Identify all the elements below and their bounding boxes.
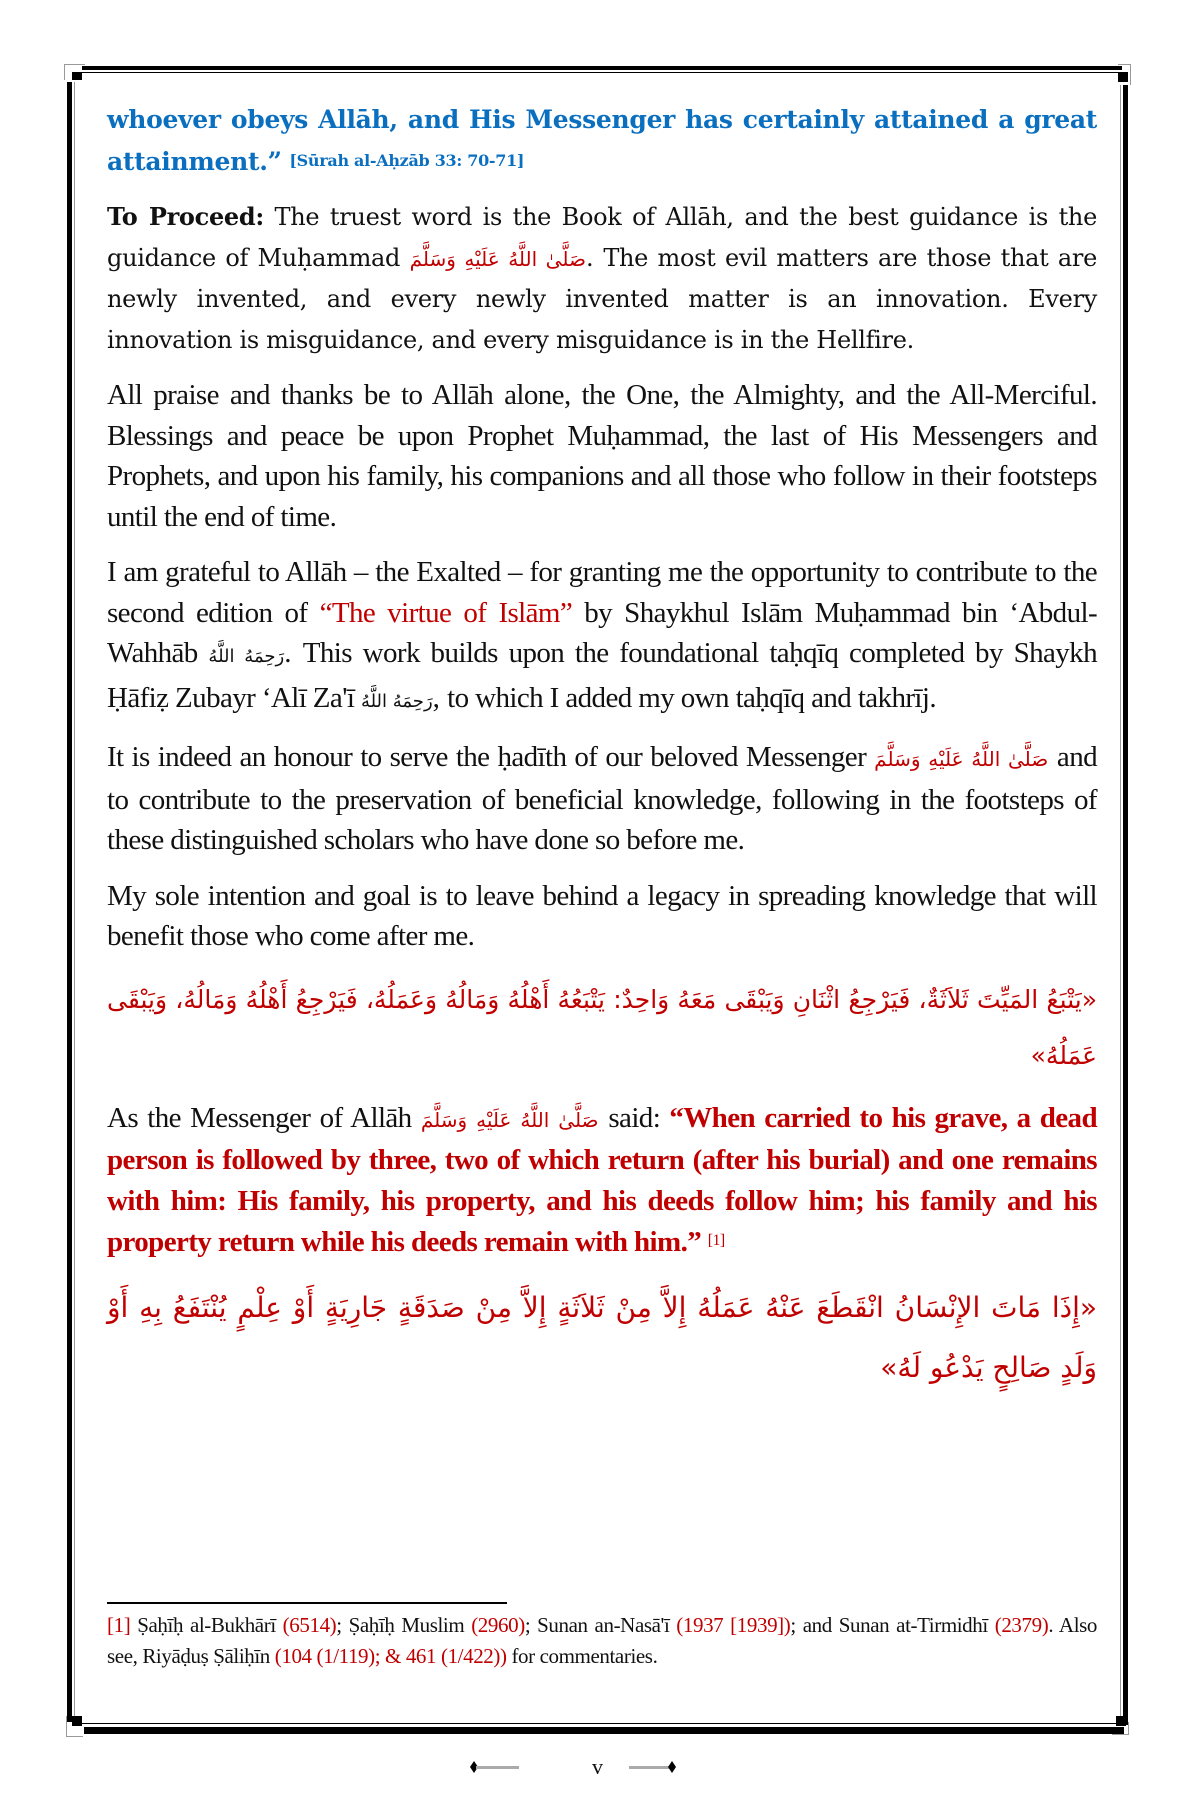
- footnote-separator: [107, 1602, 507, 1604]
- hadith-arabic-1: «يَتْبَعُ المَيِّتَ ثَلاَثَةٌ، فَيَرْجِعُ اثْنَانِ وَيَبْقَى مَعَهُ وَاحِدٌ: يَتْبَعُهُ أَهْلُهُ وَمَالُهُ وَعَمَلُهُ، فَيَرْجِعُ أَهْلُهُ وَمَالُهُ، وَيَبْقَى عَمَلُهُ»: [107, 984, 1097, 1070]
- frame-top: [82, 66, 1122, 70]
- footnote: [107, 1610, 1097, 1672]
- salawat-honorific: صَلَّىٰ اللَّهُ عَلَيْهِ وَسَلَّمَ: [420, 1107, 599, 1132]
- frame-bottom: [84, 1727, 1124, 1734]
- page-number-ornament: [470, 1752, 730, 1782]
- frame-right: [1123, 85, 1128, 1725]
- diamond-right-icon: [668, 1761, 676, 1773]
- footnote-number: (2960): [471, 1613, 525, 1637]
- rahimahullah-honorific: رَحِمَهُ اللَّهُ: [360, 690, 433, 712]
- footnote-source: Ṣaḥīḥ al-Bukhārī: [130, 1613, 283, 1637]
- to-proceed-text-2: . The most evil matters are those that are newly invented, and every newly invented matter is an innovation. Every innovation is misguidance, and every misguidance is in the Hellfire.: [107, 243, 1097, 354]
- frame-left: [67, 82, 72, 1722]
- grateful-text-4: , to which I added my own taḥqīq and takhrīj.: [432, 681, 936, 714]
- to-proceed-paragraph: [107, 197, 1097, 360]
- footnote-marker[interactable]: [1]: [707, 1232, 725, 1249]
- hadith-translation-paragraph: [107, 1098, 1097, 1263]
- to-proceed-text-1: The truest word is the Book of Allāh, and the best guidance is the guidance of Muḥammad: [107, 203, 1097, 272]
- frame-right-inner-line: [1120, 85, 1121, 1725]
- praise-paragraph: All praise and thanks be to Allāh alone, the One, the Almighty, and the All-Merciful. Blessings and peace be upon Prophet Muḥammad, the last of His Messengers and Prophets, and upon his family, his companions and all those who follow in their footsteps until the end of time.: [107, 379, 1097, 533]
- footnote-number: (2379): [994, 1613, 1049, 1637]
- footnote-number: (1937 [1939]): [676, 1613, 791, 1637]
- page-number: v: [592, 1754, 603, 1779]
- footnote-source: for commentaries.: [506, 1644, 658, 1668]
- footnote-number: (6514): [282, 1613, 337, 1637]
- grateful-text-2: by Shaykhul Islām Muḥammad bin ‘Abdul-Wahhāb: [107, 596, 1097, 669]
- hadith-intro: As the Messenger of Allāh: [107, 1101, 421, 1134]
- page-content: [107, 100, 1097, 1412]
- intention-paragraph: My sole intention and goal is to leave behind a legacy in spreading knowledge that will benefit those who come after me.: [107, 879, 1097, 952]
- honour-paragraph: [107, 737, 1097, 861]
- frame-top-inner-line: [82, 72, 1122, 73]
- rahimahullah-honorific: رَحِمَهُ اللَّهُ: [208, 646, 285, 667]
- footnote-number: (104 (1/119); & 461 (1/422)): [274, 1644, 507, 1668]
- hadith-translation: “When carried to his grave, a dead person is followed by three, two of which return (after his burial) and one remains with him: His family, his property, and his deeds follow him; his family and his property return while his deeds remain with him.”: [107, 1101, 1097, 1258]
- grateful-paragraph: [107, 552, 1097, 722]
- frame-corner-bottom-right-outline: [1112, 1722, 1129, 1735]
- hadith-arabic-2: «إِذَا مَاتَ الإِنْسَانُ انْقَطَعَ عَنْهُ عَمَلُهُ إِلاَّ مِنْ ثَلاَثَةٍ إِلاَّ مِنْ صَدَقَةٍ جَارِيَةٍ أَوْ عِلْمٍ يُنْتَفَعُ بِهِ أَوْ وَلَدٍ صَالِحٍ يَدْعُو لَهُ»: [107, 1290, 1097, 1384]
- frame-bottom-inner-line: [76, 1723, 1122, 1724]
- footnote-source: ; Sunan an-Nasā'ī: [524, 1613, 677, 1637]
- ornament-line-right: [629, 1766, 672, 1769]
- quran-verse-ending: [107, 100, 1097, 182]
- ornament-line-left: [476, 1766, 519, 1769]
- book-title: “The virtue of Islām”: [319, 596, 573, 629]
- verse-text: whoever obeys Allāh, and His Messenger has certainly attained a great attainment.”: [107, 105, 1097, 176]
- footnote-source: ; and Sunan at-Tirmidhī: [790, 1613, 995, 1637]
- honour-text-2: and to contribute to the preservation of beneficial knowledge, following in the footsteps of these distinguished scholars who have done so before me.: [107, 741, 1097, 856]
- salawat-honorific: صَلَّىٰ اللَّهُ عَلَيْهِ وَسَلَّمَ: [874, 747, 1049, 771]
- frame-left-inner-line: [74, 82, 75, 1722]
- verse-reference: [Sūrah al-Aḥzāb 33: 70-71]: [289, 150, 525, 170]
- frame-corner-top-left-outline: [64, 64, 85, 80]
- to-proceed-label: To Proceed:: [107, 202, 264, 231]
- salawat-honorific: صَلَّىٰ اللَّهُ عَلَيْهِ وَسَلَّمَ: [409, 246, 586, 271]
- footnote-source: . Also see, Riyāḍuṣ Ṣāliḥīn: [107, 1613, 1097, 1668]
- footnote-source: ; Ṣaḥīḥ Muslim: [336, 1613, 472, 1637]
- grateful-text-3: . This work builds upon the foundational taḥqīq completed by Shaykh Ḥāfiẓ Zubayr ‘Alī Za'ī: [107, 637, 1097, 714]
- footnote-marker: [1]: [107, 1613, 131, 1637]
- frame-corner-bottom-left-outline: [66, 1716, 83, 1737]
- grateful-text-1: I am grateful to Allāh – the Exalted – for granting me the opportunity to contribute to the second edition of: [107, 556, 1097, 629]
- frame-corner-top-right-outline: [1118, 64, 1131, 85]
- hadith-said: said:: [598, 1101, 670, 1134]
- honour-text-1: It is indeed an honour to serve the ḥadīth of our beloved Messenger: [107, 741, 875, 773]
